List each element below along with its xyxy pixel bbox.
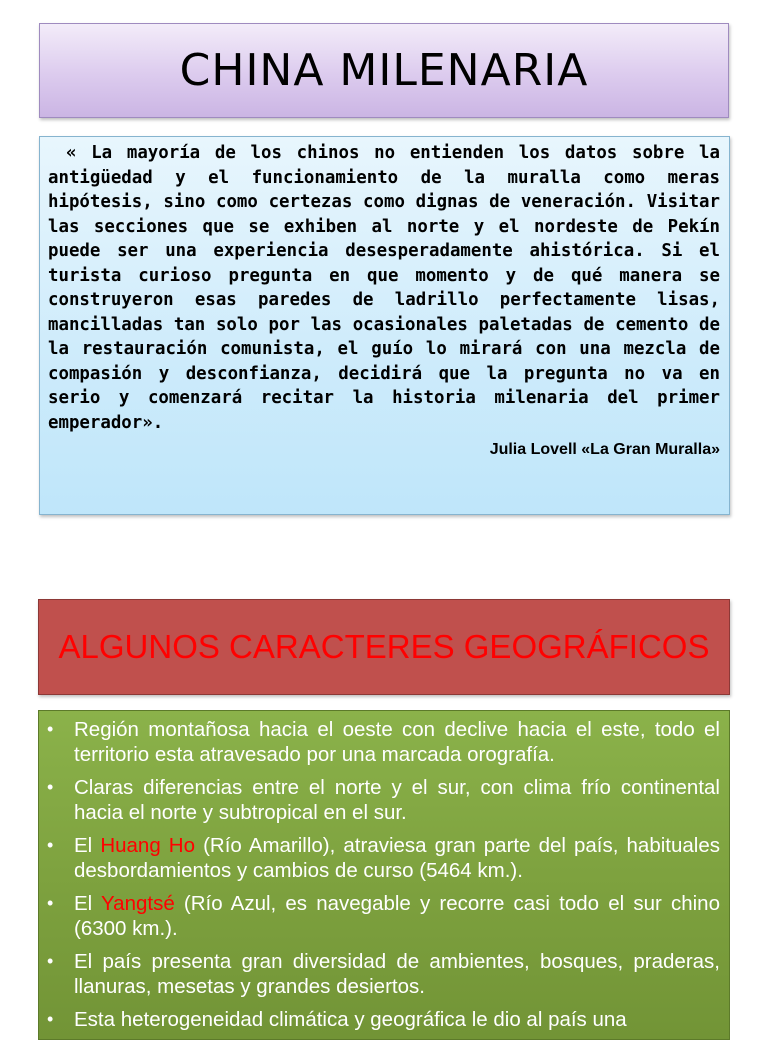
geography-list-panel — [38, 710, 730, 1040]
bullet-icon: • — [47, 893, 54, 913]
title-banner — [39, 23, 729, 118]
section-heading: ALGUNOS CARACTERES GEOGRÁFICOS — [58, 628, 710, 665]
page-title: CHINA MILENARIA — [179, 45, 589, 96]
list-item — [45, 891, 720, 941]
list-item-prefix: El — [74, 834, 101, 857]
section-heading-banner — [38, 599, 730, 695]
river-name-highlight: Yangtsé — [101, 892, 175, 915]
bullet-icon: • — [47, 835, 54, 855]
geography-list — [45, 717, 720, 1032]
list-item-text: (Río Azul, es navegable y recorre casi todo el sur chino (6300 km.). — [74, 892, 720, 940]
list-item-text: Claras diferencias entre el norte y el sur, con clima frío continental hacia el norte y subtropical en el sur. — [74, 776, 720, 824]
bullet-icon: • — [47, 1009, 54, 1029]
list-item — [45, 775, 720, 825]
bullet-icon: • — [47, 719, 54, 739]
quote-panel — [39, 136, 730, 515]
quote-author: Julia Lovell «La Gran Muralla» — [489, 441, 720, 458]
quote-text: « La mayoría de los chinos no entienden los datos sobre la antigüedad y el funcionamiento de la muralla como meras hipótesis, sino como certezas como dignas de veneración. Visitar las secciones que se exhiben al norte y el nordeste de Pekín puede ser una experiencia desesperadamente ahistórica. Si el turista curioso pregunta en que momento y de qué manera se construyeron esas paredes de ladrillo perfectamente lisas, mancilladas tan solo por las ocasionales paletadas de cemento de la restauración comunista, el guío lo mirará con una mezcla de compasión y desconfianza, decidirá que la pregunta no va en serio y comenzará recitar la historia milenaria del primer emperador». — [48, 143, 720, 433]
list-item-text: Región montañosa hacia el oeste con declive hacia el este, todo el territorio esta atravesado por una marcada orografía. — [74, 718, 720, 766]
bullet-icon: • — [47, 777, 54, 797]
list-item — [45, 833, 720, 883]
list-item — [45, 1007, 720, 1032]
list-item-text: (Río Amarillo), atraviesa gran parte del país, habituales desbordamientos y cambios de curso (5464 km.). — [74, 834, 720, 882]
list-item — [45, 949, 720, 999]
bullet-icon: • — [47, 951, 54, 971]
river-name-highlight: Huang Ho — [100, 834, 196, 857]
list-item-prefix: El — [74, 892, 102, 915]
list-item-text: El país presenta gran diversidad de ambientes, bosques, praderas, llanuras, mesetas y grandes desiertos. — [74, 950, 720, 998]
list-item-text: Esta heterogeneidad climática y geográfica le dio al país una — [74, 1008, 627, 1031]
list-item — [45, 717, 720, 767]
